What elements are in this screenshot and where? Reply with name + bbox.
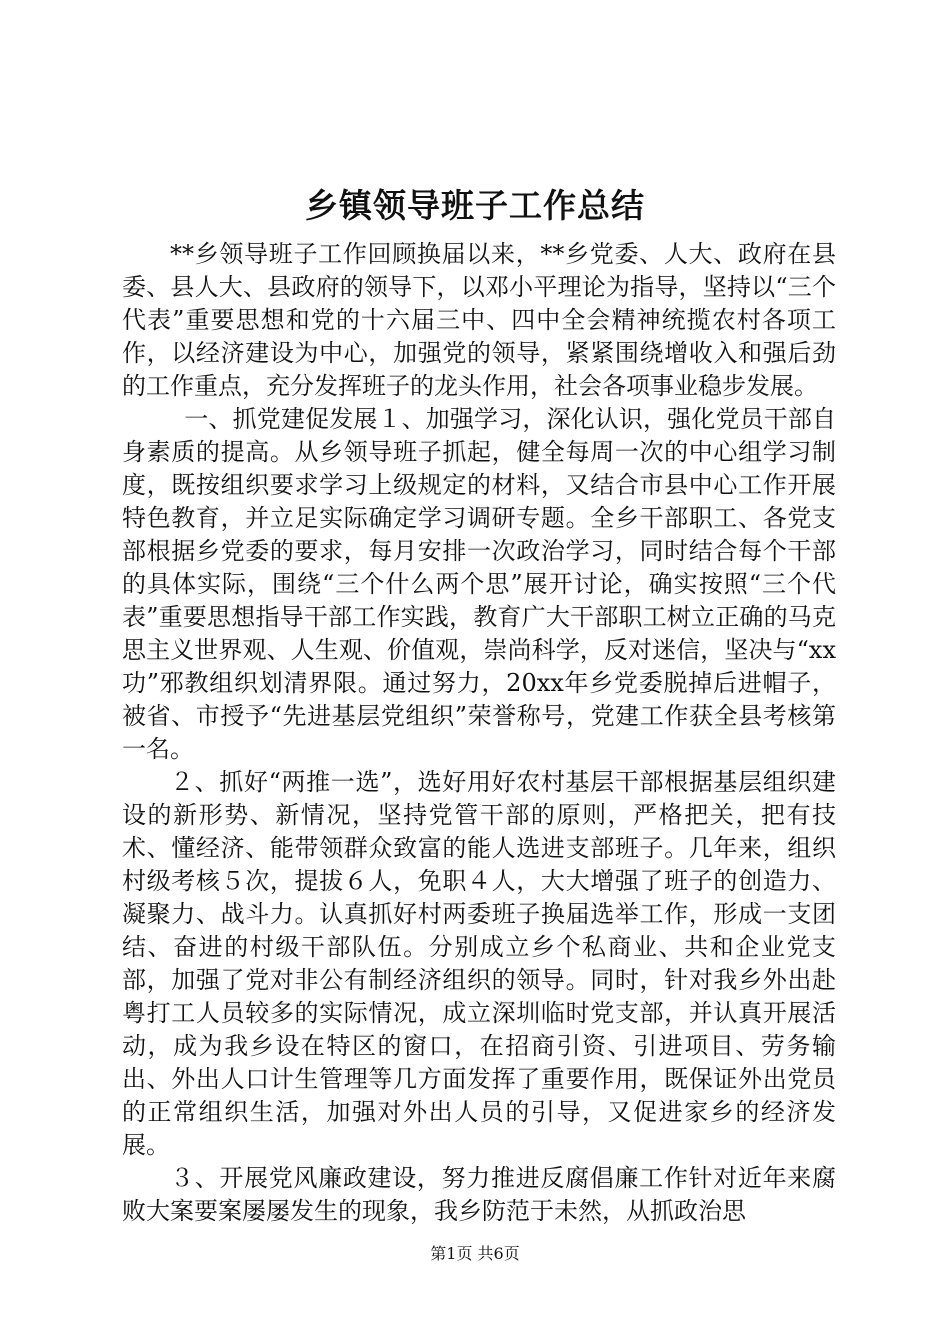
paragraph-intro: **乡领导班子工作回顾换届以来，**乡党委、人大、政府在县委、县人大、县政府的领导下，以邓小平理论为指导，坚持以“三个代表”重要思想和党的十六届三中、四中全会精神统揽农村各项工作，以经济建设为中心，加强党的领导，紧紧围绕增收入和强后劲的工作重点，充分发挥班子的龙头作用，社会各项事业稳步发展。: [122, 240, 836, 400]
document-title: 乡镇领导班子工作总结: [305, 186, 645, 225]
page-number-footer: 第1页 共6页: [430, 1244, 520, 1263]
document-body: [122, 238, 836, 1228]
paragraph-section-1: 一、抓党建促发展１、加强学习，深化认识，强化党员干部自身素质的提高。从乡领导班子抓起，健全每周一次的中心组学习制度，既按组织要求学习上级规定的材料，又结合市县中心工作开展特色教育，并立足实际确定学习调研专题。全乡干部职工、各党支部根据乡党委的要求，每月安排一次政治学习，同时结合每个干部的具体实际，围绕“三个什么两个思”展开讨论，确实按照“三个代表”重要思想指导干部工作实践，教育广大干部职工树立正确的马克思主义世界观、人生观、价值观，崇尚科学，反对迷信，坚决与“xx功”邪教组织划清界限。通过努力，20xx年乡党委脱掉后进帽子，被省、市授予“先进基层党组织”荣誉称号，党建工作获全县考核第一名。: [122, 405, 836, 763]
paragraph-section-3: ３、开展党风廉政建设，努力推进反腐倡廉工作针对近年来腐败大案要案屡屡发生的现象，我乡防范于未然，从抓政治思: [122, 1164, 836, 1225]
paragraph-section-2: ２、抓好“两推一选”，选好用好农村基层干部根据基层组织建设的新形势、新情况，坚持党管干部的原则，严格把关，把有技术、懂经济、能带领群众致富的能人选进支部班子。几年来，组织村级考核５次，提拔６人，免职４人，大大增强了班子的创造力、凝聚力、战斗力。认真抓好村两委班子换届选举工作，形成一支团结、奋进的村级干部队伍。分别成立乡个私商业、共和企业党支部，加强了党对非公有制经济组织的领导。同时，针对我乡外出赴粤打工人员较多的实际情况，成立深圳临时党支部，并认真开展活动，成为我乡设在特区的窗口，在招商引资、引进项目、劳务输出、外出人口计生管理等几方面发挥了重要作用，既保证外出党员的正常组织生活，加强对外出人员的引导，又促进家乡的经济发展。: [122, 768, 836, 1159]
